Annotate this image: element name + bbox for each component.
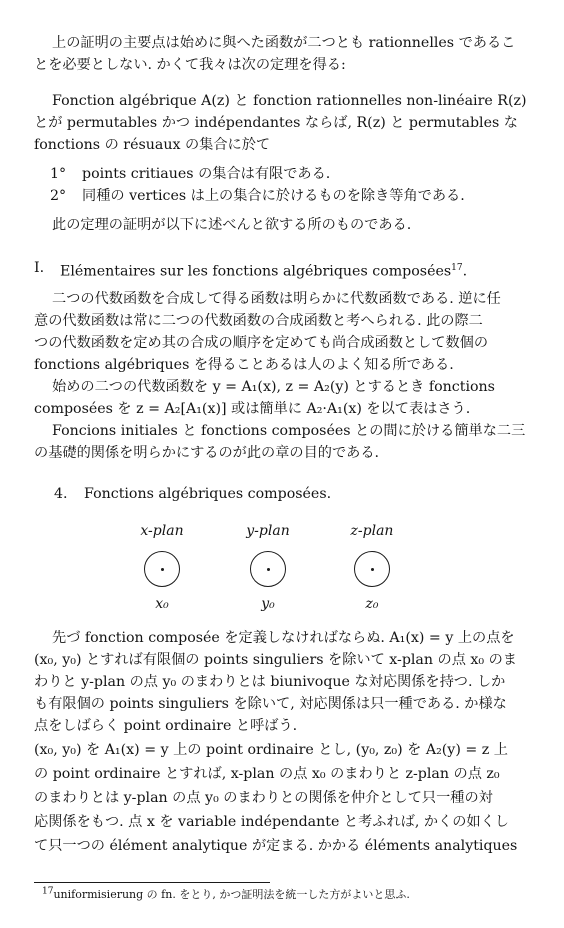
text-line: 点をしばらく point ordinaire と呼ばう.: [34, 718, 298, 734]
z-plane-circle: [354, 551, 390, 587]
text-line: 先づ fonction composée を定義しなければならぬ. A₁(x) = y 上の点を: [52, 630, 515, 646]
plane-label: z-plan: [350, 523, 394, 539]
text-line: の point ordinaire とすれば, x-plan の点 x₀ のまわりと z-plan の点 z₀: [34, 766, 500, 782]
subsection-number: 4.: [54, 486, 68, 502]
point-y0-dot: [267, 568, 270, 571]
text-line: composées を z = A₂[A₁(x)] 或は簡単に A₂·A₁(x) を以て表はさう.: [34, 401, 471, 417]
text-line: とが permutables かつ indépendantes ならば, R(z) と permutables な: [34, 115, 518, 131]
text-line: 応関係をもつ. 点 x を variable indépendante と考ふれば, かくの如くし: [34, 814, 509, 830]
text-line: 意の代数函数は常に二つの代数函数の合成函数と考へられる. 此の際二: [34, 313, 483, 329]
text-line: 始めの二つの代数函数を y = A₁(x), z = A₂(y) とするとき fonctions: [52, 379, 495, 395]
text-line: て只一つの élément analytique が定まる. かかる éléments analytiques: [34, 838, 518, 854]
footnote-mark: 17: [42, 886, 54, 897]
point-z0-dot: [371, 568, 374, 571]
text-line: も有限個の points singuliers を除いて, 対応関係は只一種である. か様な: [34, 696, 507, 712]
point-label: y₀: [261, 596, 275, 612]
point-label: x₀: [155, 596, 169, 612]
point-x0-dot: [161, 568, 164, 571]
list-item: 同種の vertices は上の集合に於けるものを除き等角である.: [82, 188, 465, 204]
footnote-text: uniformisierung の fn. をとり, かつ証明法を統一した方がよいと思ふ.: [53, 888, 410, 901]
section-title: Elémentaires sur les fonctions algébriques composées$^{17}$.: [60, 263, 468, 280]
section-number: I.: [34, 260, 45, 276]
x-plane-circle: [144, 551, 180, 587]
y-plane-circle: [250, 551, 286, 587]
text-line: とを必要としない. かくて我々は次の定理を得る:: [34, 57, 346, 73]
text-line: Fonction algébrique A(z) と fonction rationnelles non-linéaire R(z): [52, 93, 527, 109]
list-number: 2°: [50, 188, 67, 204]
text-line: わりと y-plan の点 y₀ のまわりとは biunivoque な対応関係を持つ. しか: [34, 674, 506, 690]
text-line: fonctions algébriques を得ることあるは人のよく知る所である.: [34, 357, 454, 373]
list-number: 1°: [50, 166, 67, 182]
text-line: 此の定理の証明が以下に述べんと欲する所のものである.: [52, 217, 412, 233]
text-line: の基礎的関係を明らかにするのが此の章の目的である.: [34, 445, 380, 461]
point-label: z₀: [365, 596, 379, 612]
footnote-ref: 17: [451, 263, 463, 273]
text-line: Foncions initiales と fonctions composées との間に於ける簡単な二三: [52, 423, 526, 439]
text-line: (x₀, y₀) を A₁(x) = y 上の point ordinaire とし, (y₀, z₀) を A₂(y) = z 上: [34, 742, 508, 758]
footnote: [42, 886, 410, 902]
text-line: fonctions の résuaux の集合に於て: [34, 137, 271, 153]
text-line: (x₀, y₀) とすれば有限個の points singuliers を除いて x-plan の点 x₀ のま: [34, 652, 517, 668]
text-line: つの代数函数を定め其の合成の順序を定めても尚合成函数として数個の: [34, 335, 489, 351]
text-line: 二つの代数函数を合成して得る函数は明らかに代数函数である. 逆に任: [52, 291, 501, 307]
footnote-rule: [34, 882, 270, 883]
subsection-title: Fonctions algébriques composées.: [84, 486, 332, 502]
plane-label: y-plan: [246, 523, 290, 539]
text-line: 上の証明の主要点は始めに與へた函数が二つとも rationnelles であるこ: [52, 35, 516, 51]
list-item: points critiaues の集合は有限である.: [82, 166, 331, 182]
plane-label: x-plan: [140, 523, 184, 539]
text-line: のまわりとは y-plan の点 y₀ のまわりとの関係を仲介として只一種の対: [34, 790, 493, 806]
